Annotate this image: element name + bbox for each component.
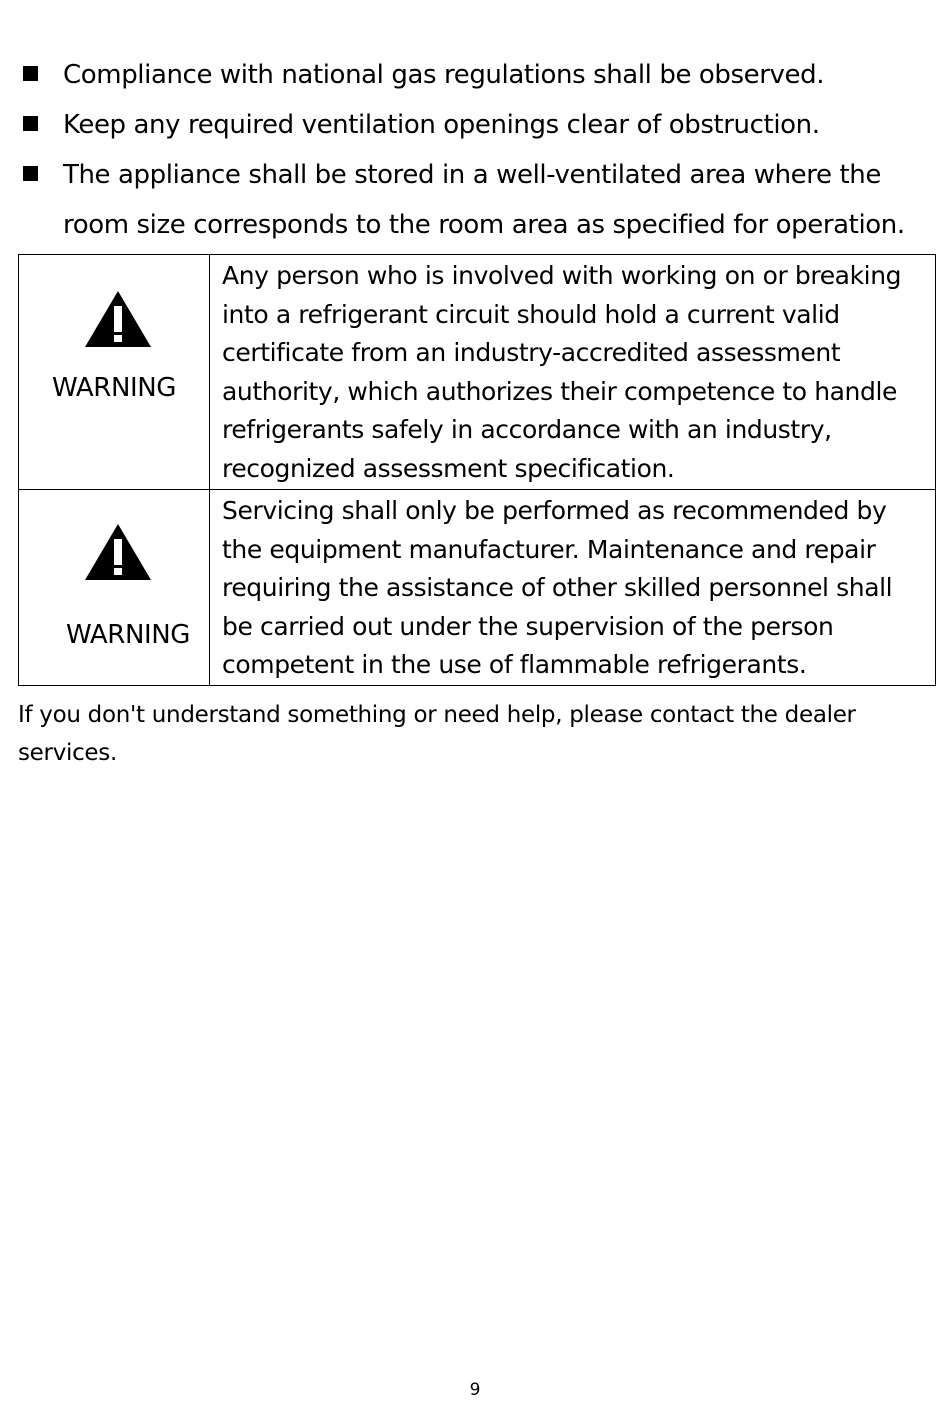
bullet-item [18, 100, 938, 150]
page-number: 9 [469, 1380, 481, 1400]
warning-label: WARNING [66, 620, 191, 650]
warning-text-line: Any person who is involved with working on or breaking [222, 261, 902, 290]
warning-text-cell [210, 490, 936, 686]
warning-text-cell [210, 255, 936, 490]
bullet-square-icon [23, 66, 38, 81]
warning-label-cell [19, 255, 210, 490]
warning-text-line: competent in the use of flammable refrigerants. [222, 650, 807, 679]
warning-text-line: into a refrigerant circuit should hold a current valid [222, 299, 840, 329]
warning-row [19, 490, 936, 686]
warning-label-cell [19, 490, 210, 686]
warning-text-line: requiring the assistance of other skilled personnel shall [222, 573, 893, 602]
warning-text-line: Servicing shall only be performed as recommended by [222, 496, 887, 525]
bullet-square-icon [23, 166, 38, 181]
help-contact-text: If you don't understand something or need help, please contact the dealer services. [18, 702, 856, 766]
bullet-text: Compliance with national gas regulations shall be observed. [63, 60, 825, 90]
warning-text-line: the equipment manufacturer. Maintenance and repair [222, 534, 876, 564]
safety-bullet-list [18, 50, 938, 250]
bullet-text: Keep any required ventilation openings clear of obstruction. [63, 110, 820, 140]
bullet-item [18, 150, 938, 250]
warning-label: WARNING [52, 373, 177, 403]
warning-table [18, 254, 936, 686]
bullet-text: The appliance shall be stored in a well-ventilated area where the room size corresponds to the room area as specified for operation. [63, 160, 905, 240]
bullet-square-icon [23, 116, 38, 131]
warning-text-line: refrigerants safely in accordance with an industry, [222, 415, 832, 444]
warning-text-line: recognized assessment specification. [222, 453, 675, 483]
bullet-item [18, 50, 938, 100]
warning-triangle-icon [83, 522, 153, 582]
warning-row [19, 255, 936, 490]
warning-text-line: be carried out under the supervision of the person [222, 611, 834, 641]
warning-triangle-icon [83, 289, 153, 349]
warning-text-line: authority, which authorizes their competence to handle [222, 376, 897, 406]
warning-text-line: certificate from an industry-accredited assessment [222, 338, 841, 367]
